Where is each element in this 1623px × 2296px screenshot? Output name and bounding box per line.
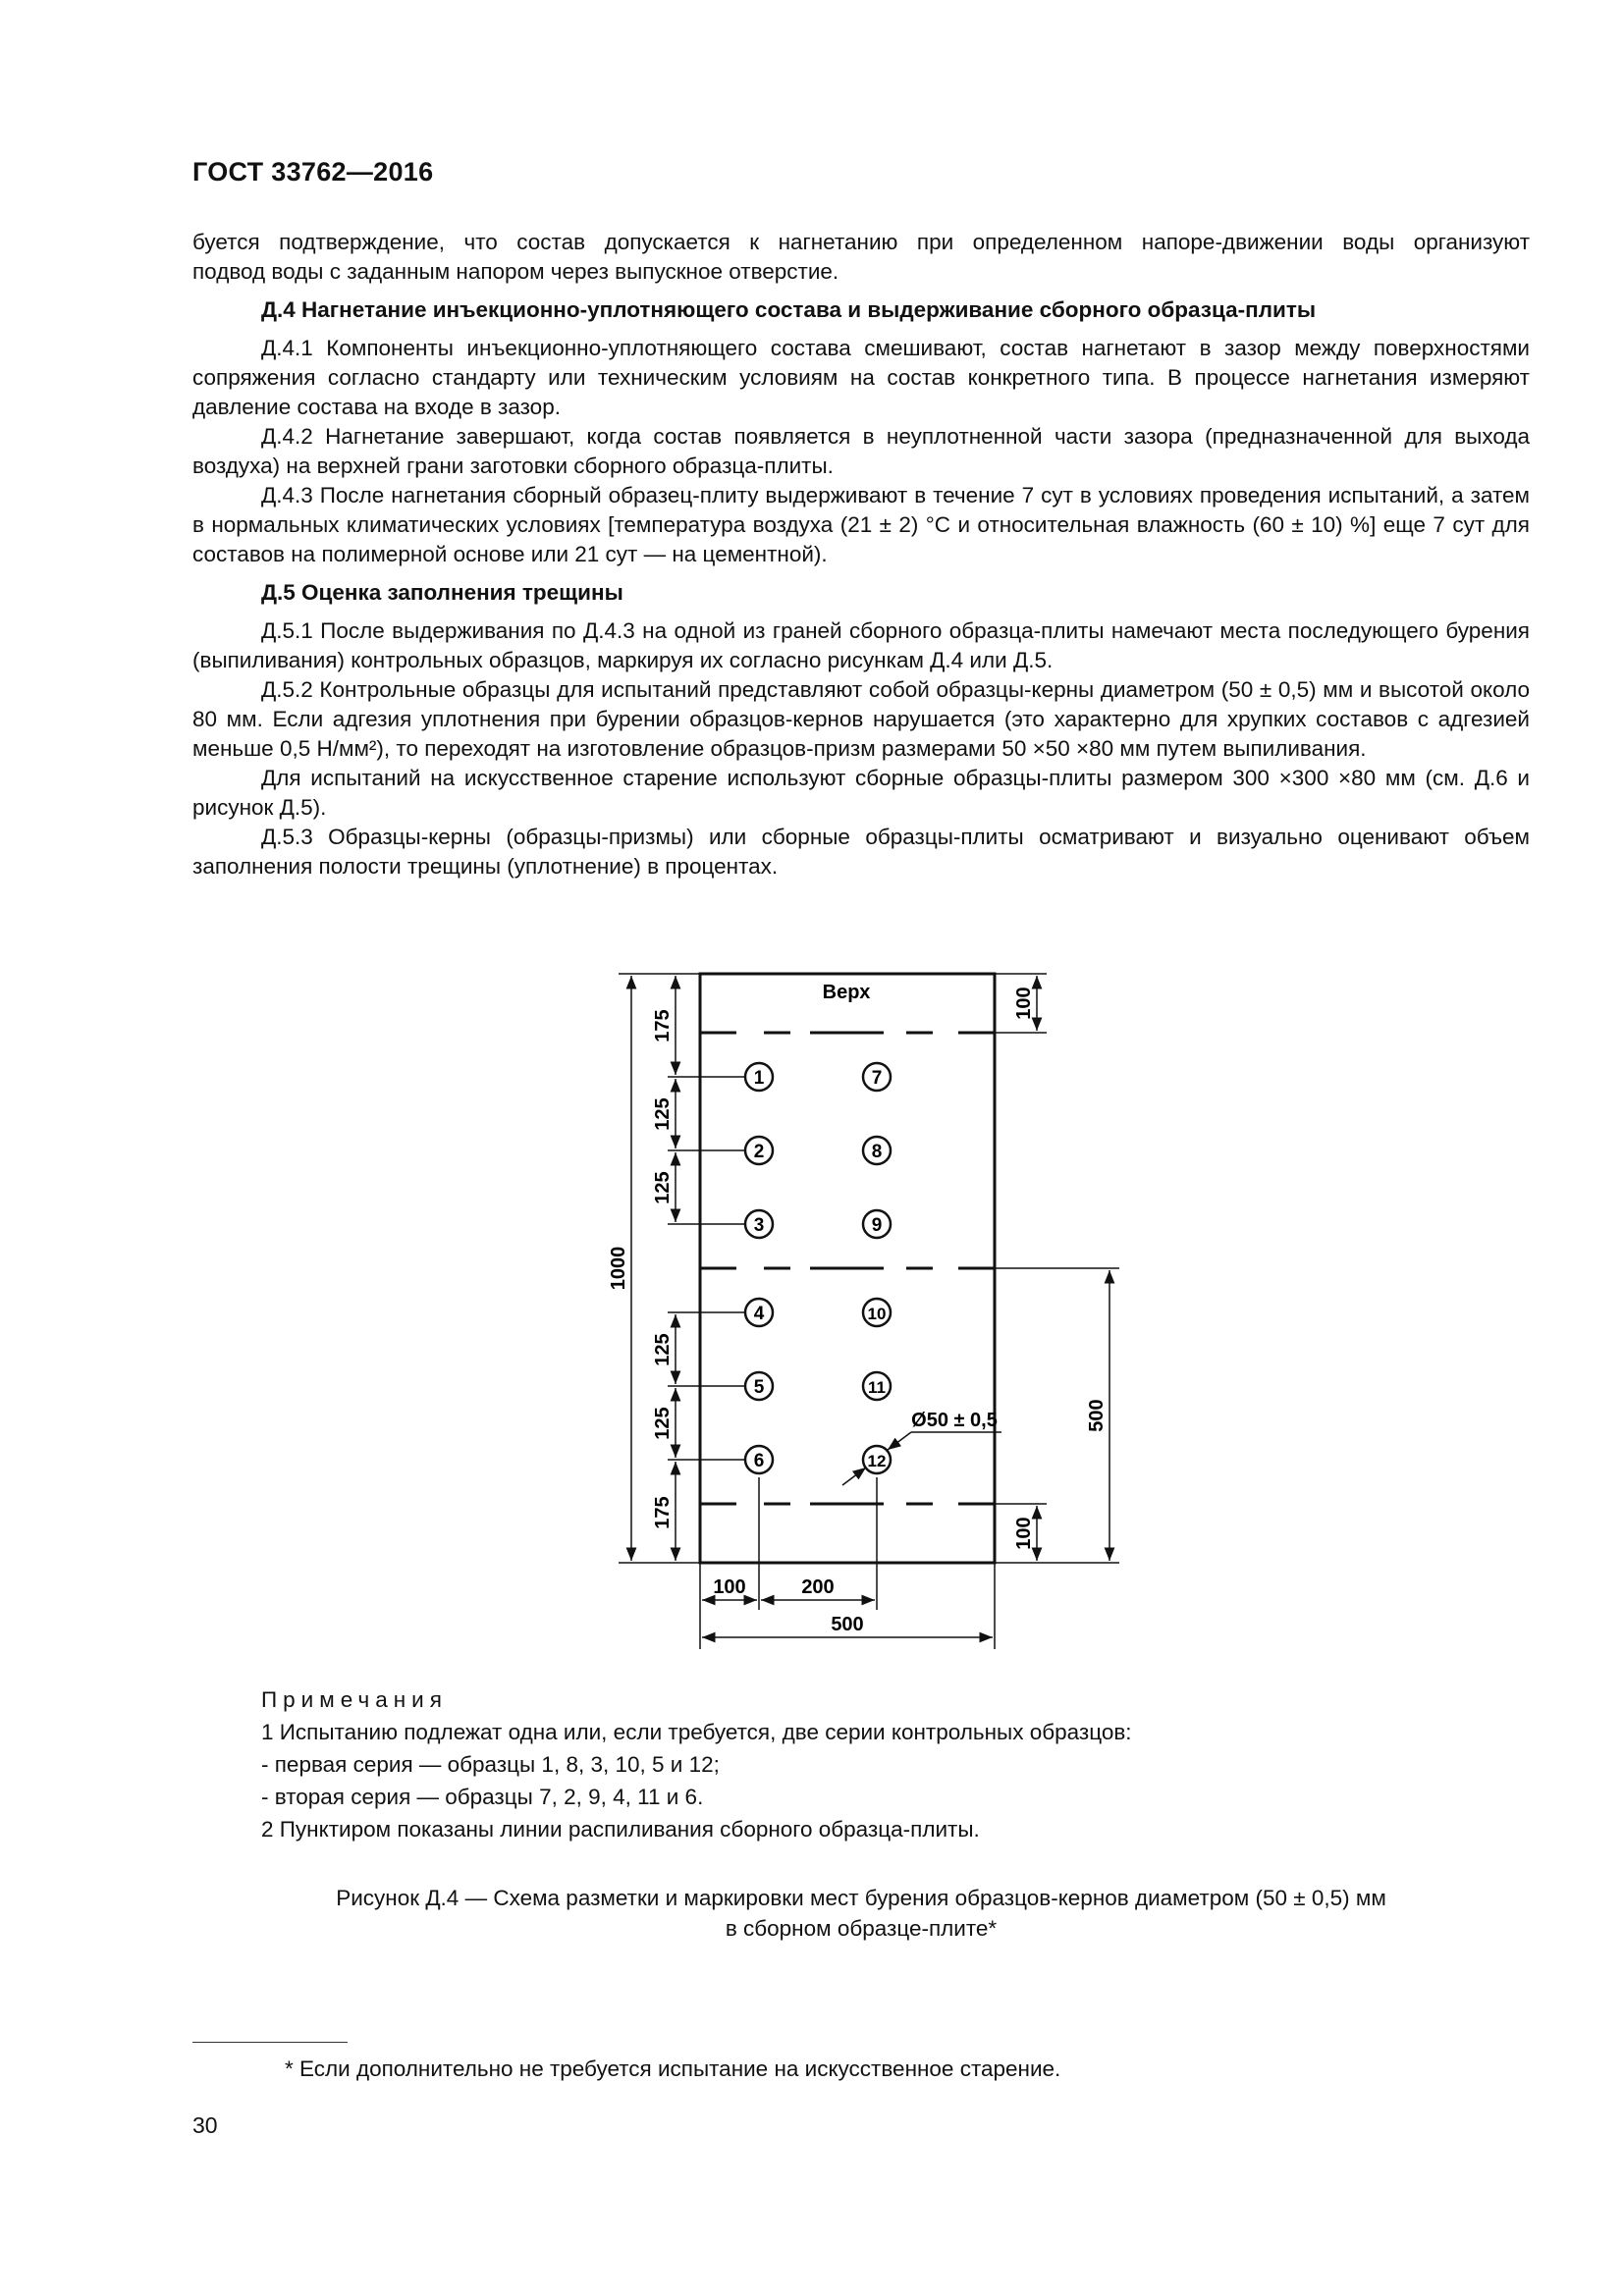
svg-text:2: 2 [753,1142,765,1162]
paragraph-d52b: Для испытаний на искусственное старение используют сборные образцы-плиты размером 300 ×300 ×80 мм (см. Д.6 и рисунок Д.5). [192,766,1530,820]
body-text [192,228,1530,881]
dim-125-b: 125 [652,1171,674,1204]
caption-line-1: Рисунок Д.4 — Схема разметки и маркировки мест бурения образцов-кернов диаметром (50 ± 0,5) мм [336,1886,1386,1910]
marker-4 [745,1299,773,1326]
svg-text:9: 9 [871,1215,883,1236]
figure-notes [261,1683,1132,1845]
marker-2 [745,1137,773,1164]
notes-title: Примечания [261,1687,448,1712]
paragraph-d51: Д.5.1 После выдерживания по Д.4.3 на одной из граней сборного образца-плиты намечают места последующего бурения (выпиливания) контрольных образцов, маркируя их согласно рисункам Д.4 или Д.5. [192,618,1530,672]
marker-6 [745,1446,773,1473]
page-number: 30 [192,2112,218,2138]
marker-1 [745,1063,773,1091]
dim-125-a: 125 [652,1097,674,1131]
marker-3 [745,1210,773,1238]
figure-caption [192,1883,1530,1944]
section-d5-heading: Д.5 Оценка заполнения трещины [261,580,623,605]
paragraph-d41: Д.4.1 Компоненты инъекционно-уплотняющего состава смешивают, состав нагнетают в зазор между поверхностями сопряжения согласно стандарту или техническим условиям на состав конкретного типа. В процессе нагнетания измеряют давление состава на входе в зазор. [192,336,1530,419]
dim-175-top: 175 [652,1009,674,1042]
caption-line-2: в сборном образце-плите* [725,1916,998,1941]
dim-175-bottom: 175 [652,1496,674,1529]
marker-11 [863,1372,891,1400]
svg-text:1: 1 [753,1068,765,1089]
paragraph-d53: Д.5.3 Образцы-керны (образцы-призмы) или сборные образцы-плиты осматривают и визуально оценивают объем заполнения полости трещины (уплотнение) в процентах. [192,825,1530,879]
paragraph-d42: Д.4.2 Нагнетание завершают, когда состав появляется в неуплотненной части зазора (предназначенной для выхода воздуха) на верхней грани заготовки сборного образца-плиты. [192,424,1530,478]
diameter-label: Ø50 ± 0,5 [911,1410,998,1431]
svg-text:11: 11 [868,1378,886,1397]
footnote-rule [192,2042,348,2043]
top-label: Верх [822,982,871,1003]
dim-100-bottom: 100 [1013,1517,1035,1550]
marker-10 [863,1299,891,1326]
marker-8 [863,1137,891,1164]
cut-lines [700,1033,995,1504]
note-1-series-2: - вторая серия — образцы 7, 2, 9, 4, 11 и 6. [261,1785,704,1809]
svg-text:8: 8 [871,1142,883,1162]
marker-5 [745,1372,773,1400]
paragraph-d43: Д.4.3 После нагнетания сборный образец-плиту выдерживают в течение 7 сут в условиях проведения испытаний, а затем в нормальных климатических условиях [температура воздуха (21 ± 2) °С и относительная влажность (60 ± 10) %] еще 7 сут для составов на полимерной основе или 21 сут — на цементной). [192,483,1530,566]
dim-125-c: 125 [652,1333,674,1366]
marker-12 [863,1446,891,1473]
svg-text:12: 12 [867,1452,887,1470]
svg-text:10: 10 [867,1305,887,1323]
note-2: 2 Пунктиром показаны линии распиливания сборного образца-плиты. [261,1817,980,1842]
marker-7 [863,1063,891,1091]
dim-200: 200 [801,1576,835,1598]
paragraph-d52: Д.5.2 Контрольные образцы для испытаний представляют собой образцы-керны диаметром (50 ± 0,5) мм и высотой около 80 мм. Если адгезия уплотнения при бурении образцов-кернов нарушается (это характерно для хрупких составов с адгезией меньше 0,5 Н/мм²), то переходят на изготовление образцов-призм размерами 50 ×50 ×80 мм путем выпиливания. [192,677,1530,761]
footnote: * Если дополнительно не требуется испытание на искусственное старение. [285,2056,1061,2081]
svg-text:4: 4 [753,1304,765,1324]
svg-text:6: 6 [753,1451,765,1471]
paragraph-continued-1: буется подтверждение, что состав допускается к нагнетанию при определенном напоре-движении воды организуют [192,230,1530,254]
marker-9 [863,1210,891,1238]
dim-100-top: 100 [1013,987,1035,1020]
section-d4-heading: Д.4 Нагнетание инъекционно-уплотняющего состава и выдерживание сборного образца-плиты [261,297,1317,322]
note-1-series-1: - первая серия — образцы 1, 8, 3, 10, 5 и 12; [261,1752,720,1777]
dim-1000: 1000 [608,1246,629,1291]
dim-125-d: 125 [652,1407,674,1440]
svg-text:7: 7 [871,1068,883,1089]
dim-500-bottom: 500 [831,1614,864,1635]
paragraph-continued-2: подвод воды с заданным напором через выпускное отверстие. [192,259,839,284]
document-header: ГОСТ 33762—2016 [192,157,434,187]
figure-d4-diagram [589,967,1119,1654]
dim-500-right: 500 [1086,1399,1108,1432]
dim-100-bottom-h: 100 [713,1576,746,1598]
svg-text:3: 3 [753,1215,765,1236]
svg-text:5: 5 [753,1377,765,1398]
note-1: 1 Испытанию подлежат одна или, если требуется, две серии контрольных образцов: [261,1720,1132,1744]
